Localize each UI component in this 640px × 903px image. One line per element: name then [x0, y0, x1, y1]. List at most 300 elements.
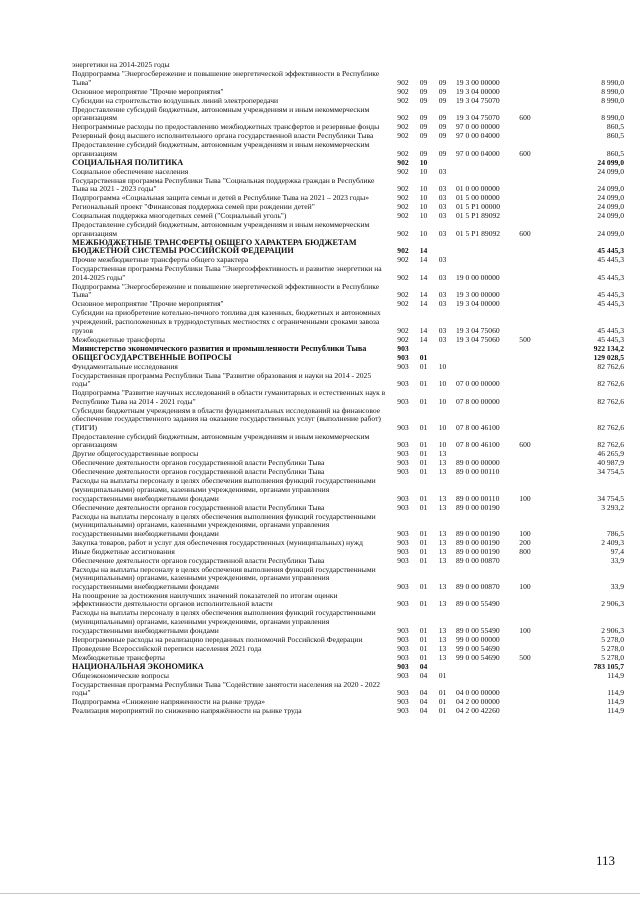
- col-razdel: 01: [419, 458, 428, 468]
- col-ved: 903: [397, 458, 409, 468]
- col-vr: 200: [519, 537, 531, 547]
- page-number: 113: [596, 853, 616, 868]
- col-razdel: 01: [419, 449, 428, 459]
- col-ved: 903: [397, 599, 409, 609]
- col-ved: 902: [397, 334, 409, 344]
- col-podrazdel: 13: [438, 449, 447, 459]
- col-razdel: 01: [419, 634, 428, 644]
- col-razdel: 04: [419, 688, 428, 698]
- col-ved: 902: [397, 299, 409, 309]
- col-sum: 34 754,5: [597, 467, 624, 477]
- col-sum: 45 445,3: [597, 272, 624, 282]
- col-ved: 903: [397, 467, 409, 477]
- col-podrazdel: 10: [438, 422, 447, 432]
- row-name: Непрограммные расходы по предоставлению межбюджетных трансфертов и резервные фонды: [72, 122, 380, 132]
- col-podrazdel: 01: [438, 670, 447, 680]
- col-sum: 82 762,6: [597, 361, 624, 371]
- col-razdel: 10: [419, 166, 428, 176]
- col-csr: 89 0 00 00190: [456, 528, 500, 538]
- row-name: НАЦИОНАЛЬНАЯ ЭКОНОМИКА: [72, 661, 204, 671]
- col-sum: 46 265,9: [597, 449, 624, 459]
- row-name: Подпрограмма "Развитие научных исследований в области гуманитарных и естественных наук в Республике Тыва на 2014 - 2021 годы": [72, 388, 386, 406]
- col-sum: 860,5: [606, 122, 624, 132]
- row-name: Расходы на выплаты персоналу в целях обеспечения выполнения функций государственными (муниципальными) органами, казенными учреждениями, органами управления государственными внебюджетными фондами: [72, 608, 376, 635]
- col-sum: 5 278,0: [601, 634, 624, 644]
- col-razdel: 09: [419, 131, 428, 141]
- col-sum: 45 445,3: [597, 334, 624, 344]
- col-razdel: 14: [419, 272, 428, 282]
- col-podrazdel: 03: [438, 290, 447, 300]
- col-podrazdel: 13: [438, 625, 447, 635]
- col-razdel: 01: [419, 643, 428, 653]
- row-name: Министерство экономического развития и промышленности Республики Тыва: [72, 343, 367, 353]
- col-csr: 19 3 04 00000: [456, 299, 500, 309]
- table-row: [72, 97, 624, 106]
- col-csr: 04 2 00 42260: [456, 706, 500, 716]
- row-name: Предоставление субсидий бюджетным, автономным учреждениям и иным некоммерческим организациям: [72, 104, 370, 123]
- col-sum: 114,9: [607, 697, 624, 707]
- col-ved: 902: [397, 184, 409, 194]
- table-row: [72, 654, 624, 663]
- table-row: [72, 592, 624, 609]
- col-vr: 600: [519, 440, 531, 450]
- col-csr: 04 2 00 00000: [456, 697, 500, 707]
- col-sum: 8 990,0: [601, 113, 624, 123]
- col-csr: 19 3 04 75070: [456, 95, 500, 105]
- col-csr: 99 0 00 00000: [456, 634, 500, 644]
- col-sum: 82 762,6: [597, 379, 624, 389]
- col-ved: 903: [397, 440, 409, 450]
- col-ved: 902: [397, 325, 409, 335]
- table-row: [72, 504, 624, 513]
- col-podrazdel: 03: [438, 325, 447, 335]
- col-sum: 82 762,6: [597, 440, 624, 450]
- col-ved: 902: [397, 77, 409, 87]
- col-podrazdel: 03: [438, 272, 447, 282]
- table-row: [72, 372, 624, 389]
- row-name: Предоставление субсидий бюджетным, автономным учреждениям и иным некоммерческим организациям: [72, 220, 370, 238]
- col-csr: 89 0 00 00870: [456, 581, 500, 591]
- col-podrazdel: 03: [438, 334, 447, 344]
- col-podrazdel: 03: [438, 255, 447, 265]
- col-podrazdel: 10: [438, 440, 447, 450]
- col-podrazdel: 13: [438, 537, 447, 547]
- row-name: Подпрограмма «Социальная защита семьи и детей в Республике Тыва на 2021 – 2023 годы»: [72, 193, 370, 203]
- table-row: [72, 609, 624, 635]
- col-podrazdel: 09: [438, 77, 447, 87]
- col-ved: 903: [397, 555, 409, 565]
- table-row: [72, 106, 624, 123]
- col-ved: 903: [397, 625, 409, 635]
- col-razdel: 01: [419, 555, 428, 565]
- col-ved: 902: [397, 290, 409, 300]
- row-name: Основное мероприятие "Прочие мероприятия": [72, 86, 224, 96]
- col-csr: 07 0 00 00000: [456, 379, 500, 389]
- col-podrazdel: 10: [438, 361, 447, 371]
- col-csr: 89 0 00 00000: [456, 458, 500, 468]
- col-razdel: 01: [419, 361, 428, 371]
- col-podrazdel: 09: [438, 122, 447, 132]
- col-sum: 24 099,0: [597, 184, 624, 194]
- col-csr: 19 3 00 00000: [456, 290, 500, 300]
- col-razdel: 04: [419, 661, 428, 671]
- table-row: [72, 389, 624, 406]
- col-ved: 902: [397, 193, 409, 203]
- col-razdel: 10: [419, 228, 428, 238]
- col-sum: 97,4: [610, 546, 624, 556]
- table-row: [72, 477, 624, 503]
- col-podrazdel: 03: [438, 202, 447, 212]
- row-name: СОЦИАЛЬНАЯ ПОЛИТИКА: [72, 157, 184, 167]
- col-sum: 786,5: [606, 528, 624, 538]
- col-ved: 903: [397, 449, 409, 459]
- table-row: [72, 707, 624, 716]
- col-ved: 903: [397, 697, 409, 707]
- col-vr: 800: [519, 546, 531, 556]
- col-podrazdel: 03: [438, 299, 447, 309]
- col-sum: 40 987,9: [597, 458, 624, 468]
- col-razdel: 14: [419, 290, 428, 300]
- col-podrazdel: 09: [438, 95, 447, 105]
- col-ved: 902: [397, 122, 409, 132]
- row-name: Расходы на выплаты персоналу в целях обеспечения выполнения функций государственными (муниципальными) органами, казенными учреждениями, органами управления государственными внебюджетными фондами: [72, 476, 376, 503]
- col-csr: 89 0 00 00190: [456, 502, 500, 512]
- col-ved: 903: [397, 422, 409, 432]
- col-csr: 01 5 P1 00000: [456, 202, 501, 212]
- col-ved: 902: [397, 95, 409, 105]
- col-ved: 903: [397, 661, 409, 671]
- col-razdel: 09: [419, 86, 428, 96]
- col-sum: 860,5: [606, 148, 624, 158]
- col-podrazdel: 10: [438, 396, 447, 406]
- col-vr: 100: [519, 625, 531, 635]
- col-ved: 902: [397, 148, 409, 158]
- col-sum: 34 754,5: [597, 493, 624, 503]
- col-podrazdel: 01: [438, 688, 447, 698]
- table-row: [72, 168, 624, 177]
- col-vr: 600: [519, 148, 531, 158]
- row-name: Субсидии на приобретение котельно-печного топлива для казенных, бюджетных и автономных учреждений, расположенных в труднодоступных местностях с ограниченными сроками завоза грузов: [72, 308, 381, 335]
- col-razdel: 09: [419, 95, 428, 105]
- col-podrazdel: 09: [438, 148, 447, 158]
- col-sum: 24 099,0: [597, 157, 624, 167]
- col-csr: 89 0 00 00870: [456, 555, 500, 565]
- col-csr: 04 0 00 00000: [456, 688, 500, 698]
- col-razdel: 01: [419, 422, 428, 432]
- col-razdel: 01: [419, 396, 428, 406]
- col-podrazdel: 13: [438, 458, 447, 468]
- col-sum: 2 409,3: [601, 537, 624, 547]
- col-razdel: 10: [419, 157, 428, 167]
- table-row: [72, 221, 624, 238]
- col-podrazdel: 13: [438, 634, 447, 644]
- col-razdel: 01: [419, 352, 428, 362]
- col-ved: 903: [397, 643, 409, 653]
- col-razdel: 14: [419, 255, 428, 265]
- col-sum: 45 445,3: [597, 290, 624, 300]
- col-razdel: 10: [419, 202, 428, 212]
- col-vr: 600: [519, 228, 531, 238]
- col-sum: 45 445,3: [597, 255, 624, 265]
- col-podrazdel: 13: [438, 467, 447, 477]
- col-sum: 45 445,3: [597, 246, 624, 256]
- col-csr: 97 0 00 04000: [456, 131, 500, 141]
- col-sum: 114,9: [607, 688, 624, 698]
- row-name: МЕЖБЮДЖЕТНЫЕ ТРАНСФЕРТЫ ОБЩЕГО ХАРАКТЕРА БЮДЖЕТАМ БЮДЖЕТНОЙ СИСТЕМЫ РОССИЙСКОЙ ФЕДЕРАЦИИ: [72, 237, 357, 256]
- row-name: Реализация мероприятий по снижению напряжённости на рынке труда: [72, 706, 302, 716]
- table-row: [72, 354, 624, 363]
- col-sum: 129 028,5: [593, 352, 624, 362]
- col-podrazdel: 03: [438, 211, 447, 221]
- col-razdel: 09: [419, 148, 428, 158]
- bottom-rule: [0, 893, 640, 894]
- col-sum: 24 099,0: [597, 166, 624, 176]
- row-name: Общеэкономические вопросы: [72, 670, 169, 680]
- col-ved: 903: [397, 652, 409, 662]
- row-name: Государственная программа Республики Тыва "Социальная поддержка граждан в Республике Тыва на 2021 - 2023 годы": [72, 175, 375, 194]
- col-ved: 903: [397, 396, 409, 406]
- col-razdel: 01: [419, 493, 428, 503]
- col-vr: 500: [519, 334, 531, 344]
- row-name: Обеспечение деятельности органов государственной власти Республики Тыва: [72, 458, 325, 468]
- table-row: [72, 141, 624, 158]
- col-csr: 99 0 00 54690: [456, 643, 500, 653]
- col-ved: 902: [397, 86, 409, 96]
- col-vr: 500: [519, 652, 531, 662]
- col-csr: 89 0 00 55490: [456, 625, 500, 635]
- col-podrazdel: 10: [438, 379, 447, 389]
- col-sum: 82 762,6: [597, 422, 624, 432]
- row-name: Подпрограмма «Снижение напряженности на рынке труда»: [72, 697, 266, 707]
- row-name: ОБЩЕГОСУДАРСТВЕННЫЕ ВОПРОСЫ: [72, 352, 232, 362]
- col-sum: 33,9: [610, 581, 624, 591]
- row-name: энергетики на 2014-2025 годы: [72, 60, 170, 69]
- col-ved: 902: [397, 113, 409, 123]
- col-podrazdel: 01: [438, 706, 447, 716]
- table-row: [72, 70, 624, 87]
- col-sum: 33,9: [610, 555, 624, 565]
- table-row: [72, 566, 624, 592]
- col-podrazdel: 13: [438, 652, 447, 662]
- col-csr: 89 0 00 00110: [456, 493, 500, 503]
- col-ved: 903: [397, 352, 409, 362]
- col-ved: 902: [397, 131, 409, 141]
- col-vr: 600: [519, 113, 531, 123]
- row-name: Социальная поддержка многодетных семей ("Социальный уголь"): [72, 211, 287, 221]
- col-csr: 89 0 00 00110: [456, 467, 500, 477]
- col-csr: 89 0 00 00190: [456, 546, 500, 556]
- col-csr: 19 3 04 75060: [456, 325, 500, 335]
- row-name: Социальное обеспечение населения: [72, 166, 189, 176]
- table-row: [72, 636, 624, 645]
- row-name: Расходы на выплаты персоналу в целях обеспечения выполнения функций государственными (муниципальными) органами, казенными учреждениями, органами управления государственными внебюджетными фондами: [72, 511, 376, 538]
- col-csr: 01 5 00 00000: [456, 193, 500, 203]
- col-sum: 24 099,0: [597, 228, 624, 238]
- col-razdel: 01: [419, 652, 428, 662]
- row-name: Предоставление субсидий бюджетным, автономным учреждениям и иным некоммерческим организациям: [72, 140, 370, 158]
- col-podrazdel: 03: [438, 184, 447, 194]
- table-row: [72, 433, 624, 450]
- col-sum: 8 990,0: [601, 86, 624, 96]
- col-razdel: 10: [419, 211, 428, 221]
- col-razdel: 01: [419, 502, 428, 512]
- col-csr: 89 0 00 00190: [456, 537, 500, 547]
- col-csr: 19 3 00 00000: [456, 77, 500, 87]
- col-sum: 24 099,0: [597, 211, 624, 221]
- col-sum: 114,9: [607, 706, 624, 716]
- col-ved: 902: [397, 246, 409, 256]
- col-sum: 45 445,3: [597, 325, 624, 335]
- col-ved: 903: [397, 634, 409, 644]
- col-sum: 24 099,0: [597, 202, 624, 212]
- col-ved: 902: [397, 166, 409, 176]
- col-ved: 903: [397, 379, 409, 389]
- col-sum: 2 906,3: [601, 625, 624, 635]
- col-razdel: 09: [419, 122, 428, 132]
- table-row: [72, 336, 624, 345]
- table-row: [72, 663, 624, 672]
- row-name: На поощрение за достижения наилучших значений показателей по итогам оценки эффективности деятельности органов исполнительной власти: [72, 590, 338, 609]
- table-row: [72, 239, 624, 256]
- col-sum: 45 445,3: [597, 299, 624, 309]
- col-razdel: 14: [419, 334, 428, 344]
- col-podrazdel: 03: [438, 193, 447, 203]
- row-name: Обеспечение деятельности органов государственной власти Республики Тыва: [72, 502, 325, 512]
- col-ved: 902: [397, 211, 409, 221]
- table-row: [72, 265, 624, 282]
- col-ved: 902: [397, 272, 409, 282]
- row-name: Подпрограмма "Энергосбережение и повышение энергетической эффективности в Республике Тыва": [72, 281, 380, 300]
- row-name: Закупка товаров, работ и услуг для обеспечения государственных (муниципальных) нужд: [72, 537, 363, 547]
- row-name: Иные бюджетные ассигнования: [72, 546, 175, 556]
- col-csr: 19 3 04 00000: [456, 86, 500, 96]
- col-csr: 99 0 00 54690: [456, 652, 500, 662]
- table-row: [72, 88, 624, 97]
- col-podrazdel: 13: [438, 555, 447, 565]
- table-row: [72, 557, 624, 566]
- col-sum: 8 990,0: [601, 95, 624, 105]
- col-sum: 922 134,2: [593, 343, 624, 353]
- col-razdel: 09: [419, 113, 428, 123]
- table-row: [72, 645, 624, 654]
- col-razdel: 10: [419, 193, 428, 203]
- col-csr: 01 5 P1 89092: [456, 211, 501, 221]
- col-csr: 19 3 04 75070: [456, 113, 500, 123]
- row-name: Государственная программа Республики Тыва "Энергоэффективность и развитие энергетики на 2014-2025 годы": [72, 264, 382, 282]
- col-podrazdel: 09: [438, 113, 447, 123]
- col-csr: 01 0 00 00000: [456, 184, 500, 194]
- col-podrazdel: 13: [438, 502, 447, 512]
- row-name: Проведение Всероссийской переписи населения 2021 года: [72, 643, 262, 653]
- col-ved: 903: [397, 670, 409, 680]
- col-ved: 902: [397, 228, 409, 238]
- col-csr: 07 8 00 46100: [456, 440, 500, 450]
- col-podrazdel: 13: [438, 528, 447, 538]
- col-sum: 2 906,3: [601, 599, 624, 609]
- col-ved: 903: [397, 528, 409, 538]
- col-csr: 19 0 00 00000: [456, 272, 500, 282]
- col-podrazdel: 03: [438, 166, 447, 176]
- row-name: Субсидии бюджетным учреждениям в области фундаментальных исследований на финансовое обеспечение государственного задания на оказание государственных услуг (выполнение работ) (ТИГИ): [72, 405, 381, 432]
- col-csr: 19 3 04 75060: [456, 334, 500, 344]
- row-name: Непрограммные расходы на реализацию переданных полномочий Российской Федерации: [72, 634, 363, 644]
- row-name: Основное мероприятие "Прочие мероприятия": [72, 299, 224, 309]
- col-ved: 903: [397, 706, 409, 716]
- col-podrazdel: 13: [438, 599, 447, 609]
- budget-table: [72, 61, 624, 716]
- col-csr: 07 8 00 00000: [456, 396, 500, 406]
- col-ved: 903: [397, 581, 409, 591]
- row-name: Государственная программа Республики Тыва "Содействие занятости населения на 2020 - 2022 годы": [72, 679, 381, 698]
- table-row: [72, 672, 624, 681]
- col-razdel: 01: [419, 528, 428, 538]
- col-ved: 903: [397, 493, 409, 503]
- col-razdel: 09: [419, 77, 428, 87]
- table-row: [72, 513, 624, 539]
- col-ved: 902: [397, 255, 409, 265]
- col-podrazdel: 01: [438, 697, 447, 707]
- table-row: [72, 681, 624, 698]
- col-vr: 100: [519, 493, 531, 503]
- col-razdel: 14: [419, 325, 428, 335]
- col-razdel: 04: [419, 670, 428, 680]
- col-csr: 01 5 P1 89092: [456, 228, 501, 238]
- row-name: Региональный проект "Финансовая поддержка семей при рождении детей": [72, 202, 315, 212]
- col-podrazdel: 13: [438, 546, 447, 556]
- row-name: Фундаментальные исследования: [72, 361, 178, 371]
- row-name: Подпрограмма "Энергосбережение и повышение энергетической эффективности в Республике Тыва": [72, 68, 380, 87]
- row-name: Предоставление субсидий бюджетным, автономным учреждениям и иным некоммерческим организациям: [72, 431, 370, 450]
- row-name: Прочие межбюджетные трансферты общего характера: [72, 255, 249, 265]
- col-podrazdel: 13: [438, 643, 447, 653]
- col-podrazdel: 13: [438, 493, 447, 503]
- col-razdel: 10: [419, 184, 428, 194]
- row-name: Межбюджетные трансферты: [72, 334, 165, 344]
- col-sum: 860,5: [606, 131, 624, 141]
- row-name: Субсидии на строительство воздушных линий электропередачи: [72, 95, 279, 105]
- col-sum: 24 099,0: [597, 193, 624, 203]
- table-row: [72, 363, 624, 372]
- col-ved: 903: [397, 537, 409, 547]
- col-ved: 902: [397, 202, 409, 212]
- col-sum: 783 105,7: [593, 661, 624, 671]
- row-name: Обеспечение деятельности органов государственной власти Республики Тыва: [72, 555, 325, 565]
- col-razdel: 01: [419, 467, 428, 477]
- col-ved: 903: [397, 688, 409, 698]
- col-vr: 100: [519, 528, 531, 538]
- table-row: [72, 309, 624, 335]
- col-podrazdel: 09: [438, 131, 447, 141]
- col-ved: 902: [397, 157, 409, 167]
- col-razdel: 04: [419, 706, 428, 716]
- col-ved: 903: [397, 546, 409, 556]
- col-razdel: 01: [419, 546, 428, 556]
- col-razdel: 01: [419, 599, 428, 609]
- col-ved: 903: [397, 502, 409, 512]
- col-vr: 100: [519, 581, 531, 591]
- col-razdel: 14: [419, 299, 428, 309]
- col-razdel: 01: [419, 537, 428, 547]
- col-razdel: 04: [419, 697, 428, 707]
- col-ved: 903: [397, 343, 409, 353]
- table-row: [72, 345, 624, 354]
- col-sum: 114,9: [607, 670, 624, 680]
- col-sum: 5 278,0: [601, 643, 624, 653]
- table-row: [72, 177, 624, 194]
- col-razdel: 01: [419, 581, 428, 591]
- row-name: Резервный фонд высшего исполнительного органа государственной власти Республики Тыва: [72, 131, 374, 141]
- table-row: [72, 407, 624, 433]
